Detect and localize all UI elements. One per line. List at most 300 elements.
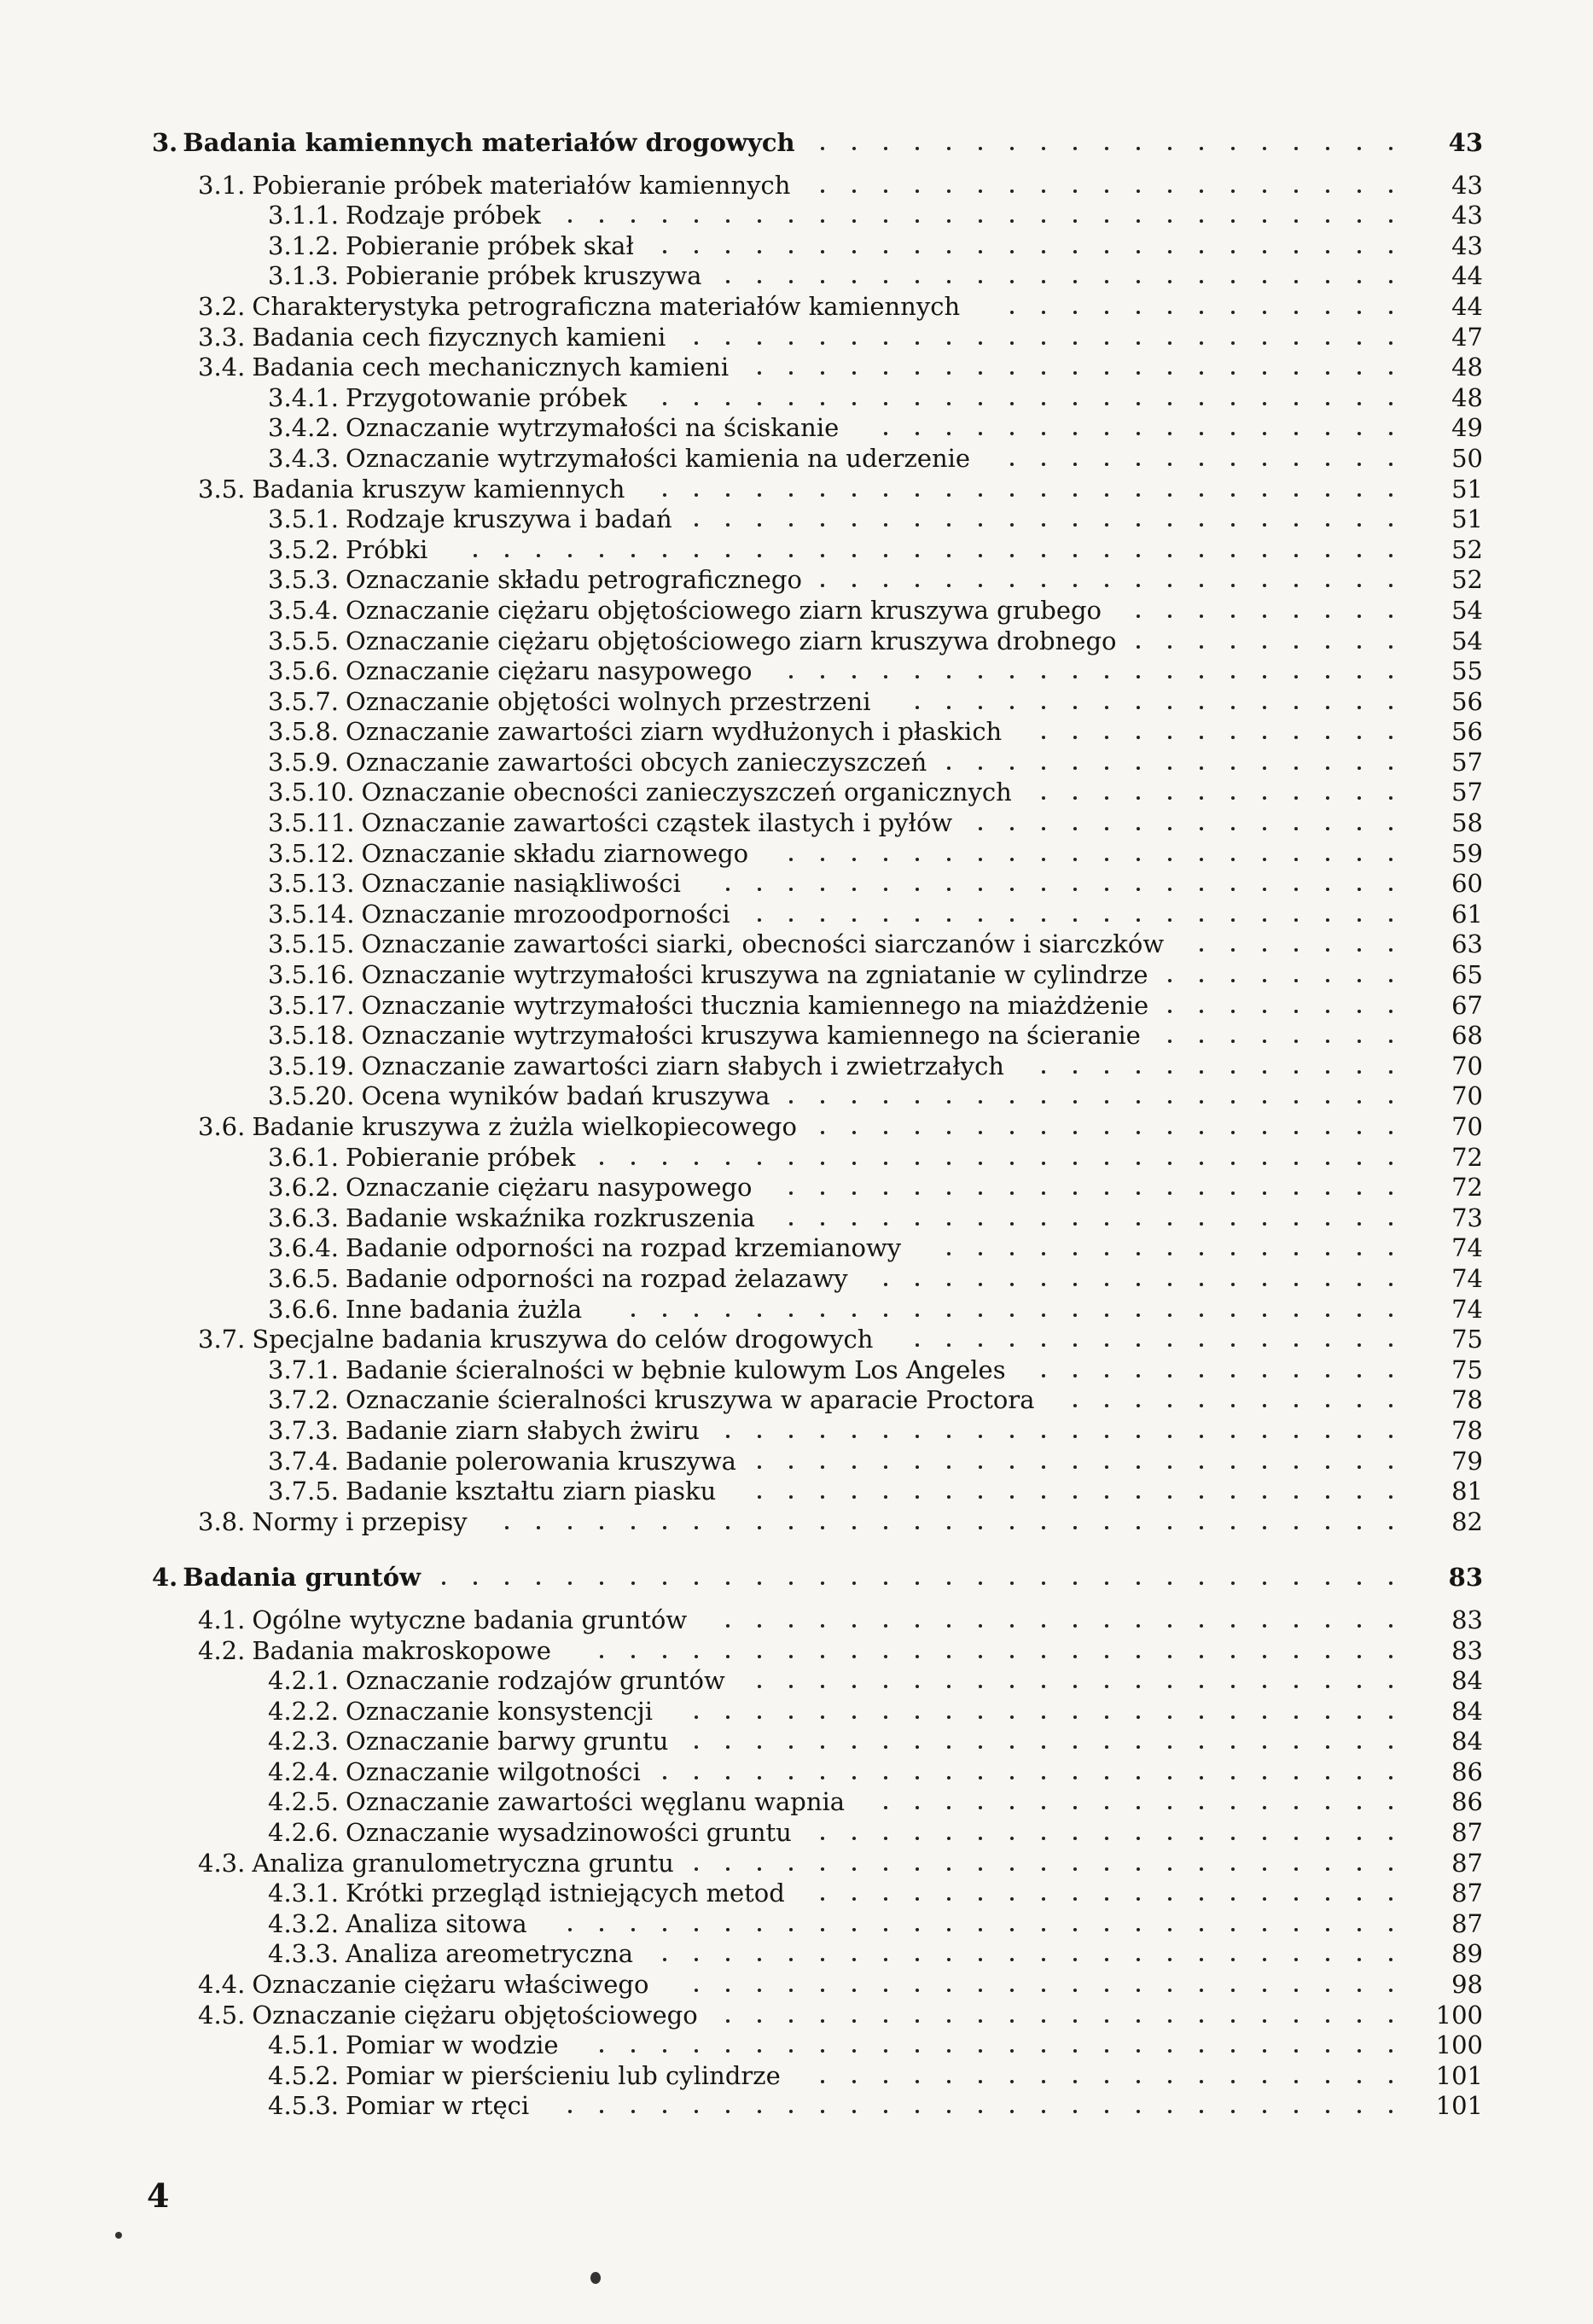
leader-dot: [916, 493, 919, 497]
leader-dot: [1326, 402, 1329, 405]
toc-page-number: 101: [1406, 2091, 1483, 2122]
toc-entry[interactable]: [152, 748, 1483, 778]
leader-dot: [1168, 280, 1171, 283]
toc-entry[interactable]: [152, 171, 1483, 201]
leader-dot: [1168, 1374, 1171, 1378]
leader-dot: [947, 2019, 951, 2023]
toc-entry-number: 3.7.2.: [268, 1385, 340, 1415]
toc-entry[interactable]: [152, 2001, 1483, 2031]
leader-dot: [1168, 645, 1171, 649]
toc-entry-number: 3.7.5.: [268, 1477, 340, 1506]
toc-page-number: 70: [1406, 1112, 1483, 1143]
leader-dot: [1168, 1435, 1171, 1438]
leader-dot: [758, 554, 761, 557]
leader-dot: [916, 1745, 919, 1749]
leader-dot: [1326, 554, 1329, 557]
leader-dot: [884, 1465, 887, 1469]
leader-dot: [1137, 1495, 1140, 1499]
leader-dot: [916, 1958, 919, 1961]
leader-dot: [947, 493, 951, 497]
leader-dot: [1358, 766, 1361, 770]
leader-dot: [916, 706, 919, 709]
toc-entry[interactable]: [152, 808, 1483, 839]
toc-entry[interactable]: [152, 565, 1483, 596]
leader-dot: [1168, 1715, 1171, 1719]
leader-dot: [1294, 1374, 1298, 1378]
leader-dot: [1200, 1374, 1203, 1378]
leader-dot: [789, 1624, 793, 1628]
toc-entry[interactable]: [152, 1666, 1483, 1697]
leader-dot: [1358, 1313, 1361, 1317]
leader-dot: [979, 766, 982, 770]
toc-entry[interactable]: [152, 839, 1483, 870]
toc-entry[interactable]: [152, 1021, 1483, 1051]
leader-dot: [1358, 2019, 1361, 2023]
leader-dot: [884, 554, 887, 557]
leader-dot: [821, 2110, 824, 2113]
toc-chapter-4[interactable]: [152, 1563, 1483, 1593]
toc-page-number: 72: [1406, 1173, 1483, 1203]
leader-dot: [1263, 1313, 1266, 1317]
leader-dot: [1010, 1928, 1014, 1931]
toc-entry[interactable]: [152, 1385, 1483, 1416]
leader-dot: [1231, 1283, 1235, 1286]
toc-entry[interactable]: [152, 1416, 1483, 1447]
leader-dot: [789, 1435, 793, 1438]
toc-entry[interactable]: [152, 991, 1483, 1022]
leader-dot: [1231, 1191, 1235, 1195]
toc-entry[interactable]: [152, 656, 1483, 687]
leader-dot: [1294, 766, 1298, 770]
leader-dot: [1010, 1100, 1014, 1104]
leader-dot: [1073, 1624, 1077, 1628]
leader-dot: [1389, 1374, 1392, 1378]
toc-entry[interactable]: [152, 778, 1483, 808]
leader-dot: [1168, 1252, 1171, 1255]
leader-dot: [1200, 1040, 1203, 1043]
leader-dot: [726, 1435, 730, 1438]
leader-dot: [1010, 147, 1014, 150]
leader-dot: [1137, 1435, 1140, 1438]
leader-dot: [1326, 1070, 1329, 1074]
leader-dot: [1137, 1837, 1140, 1840]
leader-dot: [758, 1715, 761, 1719]
leader-dot: [1105, 827, 1108, 830]
toc-entry-title: Analiza areometryczna: [346, 1939, 634, 1969]
leader-dot: [1010, 1806, 1014, 1809]
leader-dot: [695, 1162, 698, 1165]
leader-dot: [1263, 766, 1266, 770]
toc-page-number: 86: [1406, 1787, 1483, 1818]
toc-entry[interactable]: [152, 869, 1483, 900]
toc-entry[interactable]: [152, 1447, 1483, 1477]
leader-dot: [1010, 888, 1014, 891]
leader-dot: [1105, 1624, 1108, 1628]
leader-dot: [1137, 1283, 1140, 1286]
leader-dot: [979, 1776, 982, 1779]
leader-dot: [726, 1867, 730, 1871]
leader-dot: [1105, 706, 1108, 709]
toc-entry[interactable]: [152, 1233, 1483, 1264]
leader-dot: [1200, 584, 1203, 587]
leader-dot: [1105, 1131, 1108, 1134]
leader-dot: [884, 1222, 887, 1226]
leader-dot: [1326, 341, 1329, 345]
toc-entry[interactable]: [152, 1325, 1483, 1355]
leader-dot: [1105, 858, 1108, 861]
toc-page-number: 63: [1406, 929, 1483, 960]
leader-dot: [1105, 523, 1108, 527]
leader-dot: [1263, 1070, 1266, 1074]
leader-dot: [821, 1776, 824, 1779]
toc-entry[interactable]: [152, 1697, 1483, 1727]
leader-dot: [1263, 1040, 1266, 1043]
toc-entry[interactable]: [152, 929, 1483, 960]
leader-dot: [1326, 858, 1329, 861]
toc-entry[interactable]: [152, 1727, 1483, 1757]
leader-dot: [1073, 1100, 1077, 1104]
table-of-contents: [152, 128, 1483, 2122]
leader-dot: [1073, 736, 1077, 739]
leader-dot: [1326, 189, 1329, 193]
leader-dot: [1200, 1222, 1203, 1226]
leader-dot: [852, 1837, 856, 1840]
leader-dot: [916, 402, 919, 405]
leader-dot: [1326, 2110, 1329, 2113]
toc-entry-title: Badanie kruszywa z żużla wielkopiecowego: [252, 1112, 797, 1141]
toc-entry[interactable]: [152, 1507, 1483, 1538]
leader-dot: [1389, 1495, 1392, 1499]
toc-entry[interactable]: [152, 1849, 1483, 1879]
leader-dot: [1358, 1897, 1361, 1901]
leader-dot: [1326, 584, 1329, 587]
leader-dot: [979, 219, 982, 223]
leader-dot: [1231, 736, 1235, 739]
toc-entry-title: Badanie ścieralności w bębnie kulowym Los Angeles: [346, 1354, 1006, 1384]
leader-dot: [979, 1162, 982, 1165]
leader-dot: [947, 147, 951, 150]
leader-dot: [1168, 371, 1171, 375]
toc-entry[interactable]: [152, 1636, 1483, 1667]
leader-dot: [1105, 1283, 1108, 1286]
leader-dot: [947, 432, 951, 435]
print-speck: [590, 2272, 601, 2284]
leader-dot: [1358, 1222, 1361, 1226]
leader-dot: [1294, 1655, 1298, 1658]
leader-dot: [916, 189, 919, 193]
toc-entry[interactable]: [152, 2030, 1483, 2061]
leader-dot: [1326, 311, 1329, 314]
leader-dot: [979, 1928, 982, 1931]
toc-entry[interactable]: [152, 1264, 1483, 1295]
leader-dot: [821, 341, 824, 345]
leader-dot: [1042, 1928, 1045, 1931]
leader-dot: [1010, 1495, 1014, 1499]
leader-dot: [726, 280, 730, 283]
leader-dot: [1137, 1745, 1140, 1749]
leader-dot: [1200, 1404, 1203, 1407]
leader-dot: [852, 1715, 856, 1719]
toc-entry[interactable]: [152, 1203, 1483, 1234]
leader-dot: [884, 1581, 887, 1585]
toc-page-number: 87: [1406, 1849, 1483, 1879]
leader-dot: [1010, 1685, 1014, 1688]
leader-dot: [821, 147, 824, 150]
leader-dot: [1200, 2049, 1203, 2053]
leader-dot: [884, 523, 887, 527]
leader-dot: [1042, 463, 1045, 466]
leader-dot: [1168, 1040, 1171, 1043]
leader-dot: [852, 1222, 856, 1226]
toc-entry-title: Oznaczanie wytrzymałości kamienia na uderzenie: [346, 443, 971, 473]
leader-dot: [1168, 1162, 1171, 1165]
toc-entry[interactable]: [152, 1143, 1483, 1174]
toc-entry[interactable]: [152, 1112, 1483, 1143]
toc-page-number: 84: [1406, 1666, 1483, 1697]
leader-dot: [852, 147, 856, 150]
leader-dot: [1263, 1100, 1266, 1104]
leader-dot: [1073, 2049, 1077, 2053]
toc-entry-title: Badanie odporności na rozpad żelazawy: [346, 1263, 848, 1293]
leader-dot: [979, 1624, 982, 1628]
toc-entry[interactable]: [152, 1295, 1483, 1325]
leader-dot: [1168, 219, 1171, 223]
toc-entry[interactable]: [152, 292, 1483, 323]
toc-entry[interactable]: [152, 1355, 1483, 1386]
leader-dot: [1168, 1624, 1171, 1628]
leader-dot: [821, 189, 824, 193]
leader-dot: [1294, 1040, 1298, 1043]
toc-entry[interactable]: [152, 1081, 1483, 1112]
toc-entry[interactable]: [152, 596, 1483, 626]
leader-dot: [1231, 341, 1235, 345]
toc-entry[interactable]: [152, 2091, 1483, 2122]
leader-dot: [1200, 463, 1203, 466]
toc-entry[interactable]: [152, 444, 1483, 475]
leader-dot: [789, 341, 793, 345]
toc-entry[interactable]: [152, 383, 1483, 414]
toc-entry[interactable]: [152, 261, 1483, 292]
toc-entry[interactable]: [152, 504, 1483, 535]
leader-dot: [1042, 706, 1045, 709]
leader-dot: [1168, 1655, 1171, 1658]
leader-dot: [884, 1806, 887, 1809]
leader-dot: [1137, 1581, 1140, 1585]
leader-dot: [1263, 2049, 1266, 2053]
leader-dot: [1137, 1989, 1140, 1992]
toc-page-number: 43: [1406, 201, 1483, 231]
leader-dot: [1073, 2110, 1077, 2113]
leader-dot: [1358, 706, 1361, 709]
leader-dot: [1042, 1283, 1045, 1286]
leader-dot: [1294, 1222, 1298, 1226]
leader-dot: [1073, 371, 1077, 375]
toc-entry-title: Specjalne badania kruszywa do celów drogowych: [252, 1325, 874, 1354]
leader-dot: [1263, 1715, 1266, 1719]
toc-entry[interactable]: [152, 535, 1483, 566]
leader-dot: [1231, 402, 1235, 405]
leader-dot: [1137, 1776, 1140, 1779]
leader-dot: [1168, 1989, 1171, 1992]
leader-dot: [1105, 1343, 1108, 1347]
leader-dot: [1358, 371, 1361, 375]
toc-entry[interactable]: [152, 1818, 1483, 1849]
leader-dot: [1168, 463, 1171, 466]
leader-dot: [1137, 189, 1140, 193]
toc-entry[interactable]: [152, 900, 1483, 930]
leader-dot: [1137, 1806, 1140, 1809]
leader-dot: [1231, 1897, 1235, 1901]
leader-dot: [1231, 1745, 1235, 1749]
leader-dot: [1073, 189, 1077, 193]
leader-dot: [1073, 1070, 1077, 1074]
leader-dot: [1168, 1806, 1171, 1809]
leader-dot: [1105, 584, 1108, 587]
leader-dot: [1042, 2019, 1045, 2023]
leader-dot: [1073, 1222, 1077, 1226]
toc-entry[interactable]: [152, 201, 1483, 231]
toc-entry-title: Badania kruszyw kamiennych: [252, 474, 625, 504]
leader-dot: [1200, 796, 1203, 800]
leader-dot: [789, 675, 793, 679]
toc-entry[interactable]: [152, 413, 1483, 444]
toc-page-number: 58: [1406, 808, 1483, 839]
toc-chapter-number: 3.: [152, 128, 178, 157]
leader-dot: [758, 1624, 761, 1628]
leader-dot: [789, 402, 793, 405]
toc-entry[interactable]: [152, 1878, 1483, 1909]
leader-dot: [821, 1837, 824, 1840]
toc-entry[interactable]: [152, 1477, 1483, 1507]
leader-dot: [821, 1655, 824, 1658]
leader-dot: [1358, 675, 1361, 679]
leader-dot: [916, 2049, 919, 2053]
toc-entry[interactable]: [152, 1605, 1483, 1636]
leader-dot: [1168, 554, 1171, 557]
leader-dot: [663, 1928, 666, 1931]
leader-dot: [1231, 493, 1235, 497]
leader-dot: [758, 1928, 761, 1931]
toc-entry[interactable]: [152, 626, 1483, 657]
toc-entry[interactable]: [152, 475, 1483, 505]
toc-entry[interactable]: [152, 717, 1483, 748]
leader-dot: [1073, 147, 1077, 150]
leader-dot: [758, 1465, 761, 1469]
leader-dot: [1326, 1040, 1329, 1043]
leader-dot: [821, 1958, 824, 1961]
leader-dot: [947, 1581, 951, 1585]
leader-dot: [1137, 1655, 1140, 1658]
leader-dot: [1010, 1313, 1014, 1317]
leader-dot: [1389, 1070, 1392, 1074]
leader-dot: [726, 1162, 730, 1165]
toc-entry-title: Oznaczanie ciężaru objętościowego ziarn kruszywa grubego: [346, 595, 1102, 625]
toc-entry[interactable]: [152, 352, 1483, 383]
toc-entry-title: Oznaczanie konsystencji: [346, 1696, 654, 1726]
leader-dot: [1042, 675, 1045, 679]
toc-entry[interactable]: [152, 2061, 1483, 2092]
leader-dot: [979, 1581, 982, 1585]
toc-entry[interactable]: [152, 687, 1483, 718]
toc-entry[interactable]: [152, 960, 1483, 991]
leader-dot: [726, 2019, 730, 2023]
leader-dot: [1042, 250, 1045, 253]
leader-dot: [884, 1745, 887, 1749]
leader-dot: [916, 147, 919, 150]
leader-dot: [1326, 1958, 1329, 1961]
leader-dot: [1389, 1100, 1392, 1104]
leader-dot: [1168, 147, 1171, 150]
leader-dot: [947, 1745, 951, 1749]
leader-dot: [1294, 706, 1298, 709]
toc-entry-title: Badanie odporności na rozpad krzemianowy: [346, 1233, 902, 1263]
leader-dot: [1263, 1526, 1266, 1529]
leader-dot: [1168, 1313, 1171, 1317]
leader-dot: [1263, 614, 1266, 618]
leader-dot: [852, 1776, 856, 1779]
leader-dot: [1326, 1655, 1329, 1658]
toc-entry[interactable]: [152, 1787, 1483, 1818]
leader-dot: [663, 402, 666, 405]
leader-dot: [1137, 1222, 1140, 1226]
leader-dot: [1042, 402, 1045, 405]
toc-entry[interactable]: [152, 1051, 1483, 1082]
leader-dot: [1389, 1745, 1392, 1749]
toc-entry[interactable]: [152, 1970, 1483, 2001]
leader-dot: [1073, 584, 1077, 587]
toc-entry[interactable]: [152, 1939, 1483, 1970]
toc-entry-title: Próbki: [346, 534, 428, 564]
leader-dot: [1010, 1715, 1014, 1719]
leader-dot: [1073, 219, 1077, 223]
leader-dot: [1105, 1252, 1108, 1255]
leader-dot: [631, 1581, 635, 1585]
toc-entry[interactable]: [152, 1173, 1483, 1203]
leader-dot: [1200, 858, 1203, 861]
leader-dot: [1358, 1404, 1361, 1407]
toc-entry-number: 3.1.: [198, 170, 246, 200]
leader-dot: [1231, 1685, 1235, 1688]
leader-dot: [821, 1465, 824, 1469]
leader-dot: [852, 402, 856, 405]
toc-entry-title: Oznaczanie ciężaru nasypowego: [346, 656, 753, 686]
toc-entry-number: 3.6.4.: [268, 1233, 340, 1263]
leader-dot: [1042, 1655, 1045, 1658]
leader-dot: [1294, 1526, 1298, 1529]
leader-dot: [1137, 371, 1140, 375]
leader-dot: [1263, 371, 1266, 375]
leader-dot: [1042, 1897, 1045, 1901]
leader-dot: [1326, 1624, 1329, 1628]
toc-chapter-3[interactable]: [152, 128, 1483, 159]
leader-dot: [916, 675, 919, 679]
toc-entry[interactable]: [152, 1909, 1483, 1940]
toc-entry[interactable]: [152, 1757, 1483, 1788]
leader-dot: [1389, 341, 1392, 345]
leader-dot: [1263, 1465, 1266, 1469]
toc-entry-number: 4.1.: [198, 1605, 246, 1634]
spacer: [152, 1593, 1483, 1605]
toc-entry-title: Oznaczanie wytrzymałości na ściskanie: [346, 413, 840, 443]
toc-entry[interactable]: [152, 231, 1483, 262]
leader-dot: [1326, 493, 1329, 497]
leader-dot: [1358, 1343, 1361, 1347]
leader-dot: [1263, 523, 1266, 527]
leader-dot: [1231, 1100, 1235, 1104]
leader-dot: [789, 1928, 793, 1931]
toc-entry[interactable]: [152, 323, 1483, 353]
leader-dot: [1010, 1581, 1014, 1585]
